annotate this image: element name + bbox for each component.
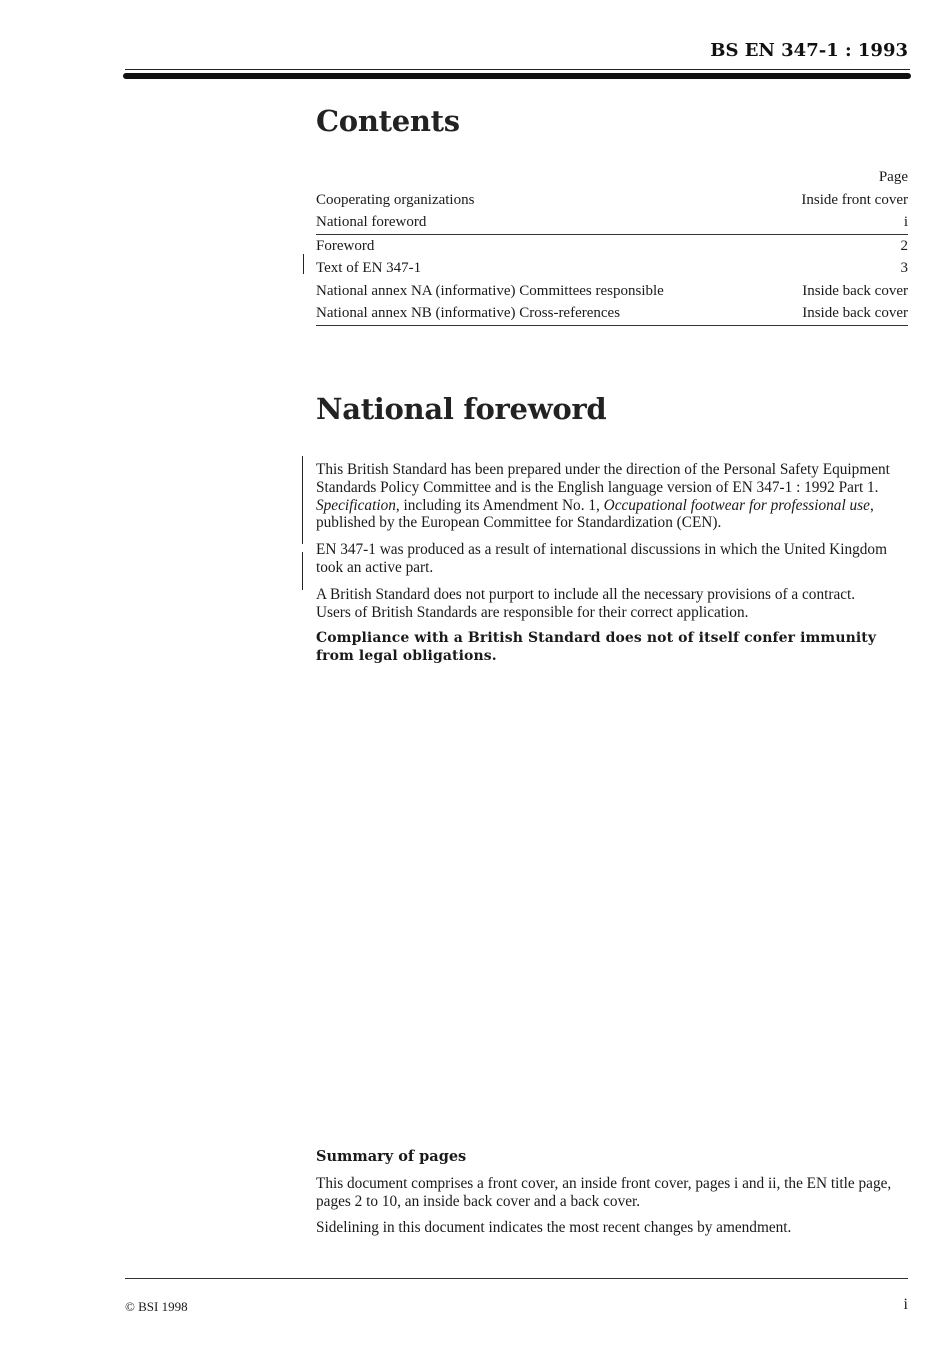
foreword-body <box>316 461 891 674</box>
summary-heading: Summary of pages <box>316 1148 467 1165</box>
foreword-title: National foreword <box>316 392 607 426</box>
toc-entry-label: Foreword <box>316 237 375 254</box>
copyright: © BSI 1998 <box>125 1299 188 1314</box>
toc-entry-page: 3 <box>900 260 908 276</box>
page-column-label: Page <box>878 169 908 185</box>
header-rule-thick <box>123 73 911 79</box>
compliance-statement: Compliance with a British Standard does not of itself confer immunity from legal obligations. <box>316 630 877 664</box>
amendment-sideline <box>303 254 304 274</box>
page-number: i <box>903 1296 908 1313</box>
foreword-text: , published by the European Committee for Standardization (CEN). <box>316 496 874 532</box>
summary-paragraph: This document comprises a front cover, an inside front cover, pages i and ii, the EN title page, pages 2 to 10, an inside back cover and a back cover. <box>316 1174 892 1210</box>
header-rule-thin <box>125 69 910 70</box>
document-id: BS EN 347-1 : 1993 <box>710 40 908 61</box>
toc-entry-label: National annex NB (informative) Cross-references <box>316 305 621 321</box>
toc-row <box>316 211 908 235</box>
toc-entry-label: National annex NA (informative) Committees responsible <box>316 282 664 299</box>
toc-row <box>316 257 908 280</box>
toc-entry-label: Cooperating organizations <box>316 191 475 208</box>
toc-entry-label: National foreword <box>316 214 427 230</box>
contents-title: Contents <box>316 104 460 138</box>
foreword-spec-italic: Specification <box>316 496 396 514</box>
foreword-paragraph: EN 347-1 was produced as a result of international discussions in which the United Kingdom took an active part. <box>316 541 887 576</box>
contents-page-header <box>316 166 908 189</box>
foreword-title-italic: Occupational footwear for professional use <box>603 496 870 514</box>
toc-row <box>316 189 908 212</box>
summary-paragraph: Sidelining in this document indicates the most recent changes by amendment. <box>316 1219 792 1237</box>
foreword-paragraph: A British Standard does not purport to include all the necessary provisions of a contract. Users of British Standards are responsible for their correct application. <box>316 585 856 621</box>
toc-entry-page: 2 <box>900 237 908 254</box>
toc-entry-page: Inside front cover <box>801 191 908 208</box>
toc-entry-label: Text of EN 347-1 <box>316 260 422 276</box>
foreword-text: This British Standard has been prepared under the direction of the Personal Safety Equipment Standards Policy Committee and is the English language version of EN 347-1 : 1992 Part 1. <box>316 461 890 496</box>
toc-row <box>316 235 908 258</box>
foreword-paragraph <box>316 461 891 532</box>
contents-table <box>316 166 908 326</box>
foreword-text: , including its Amendment No. 1, <box>395 496 604 514</box>
toc-entry-page: Inside back cover <box>802 305 908 321</box>
toc-row <box>316 280 908 303</box>
toc-entry-page: i <box>903 214 908 230</box>
toc-entry-page: Inside back cover <box>802 282 908 299</box>
toc-row <box>316 302 908 326</box>
amendment-sideline <box>302 456 303 544</box>
footer-rule <box>125 1278 908 1279</box>
summary-section <box>316 1148 906 1246</box>
amendment-sideline <box>302 552 303 590</box>
